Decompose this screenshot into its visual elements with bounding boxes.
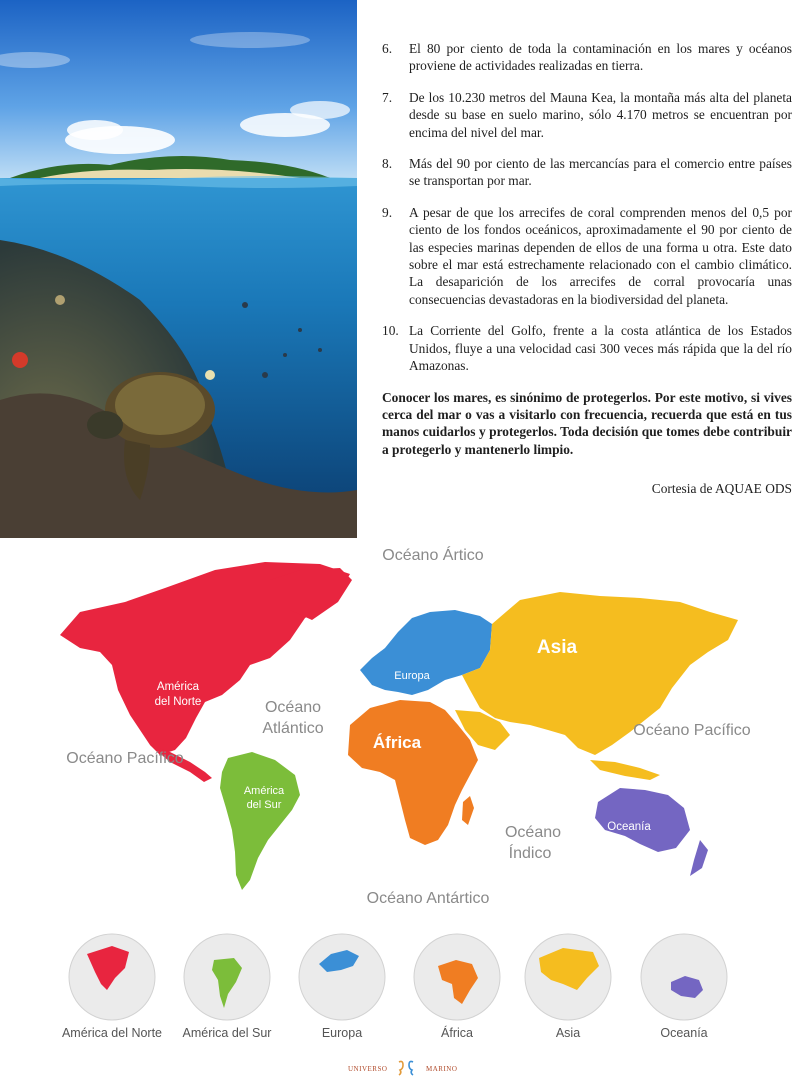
fact-text: De los 10.230 metros del Mauna Kea, la montaña más alta del planeta desde su base en suelo marino, sólo 4.170 metros se encuentran por encima del nivel del mar.	[409, 89, 792, 140]
globe-item	[57, 932, 167, 1040]
globe-item	[513, 932, 623, 1040]
ocean-label-atlantico-2: Atlántico	[262, 720, 324, 737]
continent-label-america-sur-1: América	[243, 785, 285, 797]
fact-text: La Corriente del Golfo, frente a la costa atlántica de los Estados Unidos, fluye a una velocidad casi 300 veces más rápida que la del río Amazonas.	[409, 323, 792, 374]
fact-text: A pesar de que los arrecifes de coral comprenden menos del 0,5 por ciento de los fondos oceánicos, aproximadamente el 90 por ciento de las especies marinas dependen de ellos de una forma u otra. Este dato sobre el mar está estrechamente relacionado con el cambio climático. La desaparición de los arrecifes de corral provocaría unas consecuencias devastadoras en la biodiversidad del planeta.	[409, 204, 792, 307]
madagascar-shape	[462, 796, 474, 825]
footer-logo	[340, 1060, 480, 1076]
fact-number: 8.	[382, 156, 393, 172]
continent-label-oceania: Oceanía	[607, 821, 651, 833]
globe-item	[287, 932, 397, 1040]
island-turtle-photo	[0, 0, 357, 538]
continent-label-europa: Europa	[394, 670, 430, 682]
fact-text: Más del 90 por ciento de las mercancías para el comercio entre países se transportan por mar.	[409, 156, 792, 189]
fact-number: 10.	[382, 323, 399, 339]
fact-number: 6.	[382, 41, 393, 56]
globe-row	[0, 932, 812, 1062]
fact-number: 9.	[382, 204, 393, 220]
continent-label-africa: África	[372, 733, 422, 752]
continent-label-america-norte-1: América	[156, 681, 200, 693]
fact-item	[382, 322, 792, 374]
ocean-label-atlantico-1: Océano	[264, 699, 322, 716]
ocean-label-artico: Océano Ártico	[382, 547, 484, 564]
fact-item	[382, 204, 792, 308]
globe-label: Europa	[321, 1026, 363, 1040]
continent-label-asia: Asia	[536, 637, 578, 658]
globe-south-america-icon	[182, 932, 272, 1022]
oceania-shape	[595, 788, 690, 852]
fact-text: El 80 por ciento de toda la contaminación en los mares y océanos proviene de actividades realizadas en tierra.	[409, 41, 792, 74]
globe-label: Asia	[555, 1026, 581, 1040]
globe-europe-icon	[297, 932, 387, 1022]
south-america-shape	[220, 752, 300, 890]
southeast-asia-islands-shape	[590, 760, 660, 780]
credit-line: Cortesia de AQUAE ODS	[651, 481, 792, 497]
globe-label: América del Sur	[182, 1026, 272, 1040]
globe-label: América del Norte	[61, 1026, 163, 1040]
ocean-label-pacifico-oeste: Océano Pacífico	[66, 750, 184, 767]
new-zealand-shape	[690, 840, 708, 876]
footer-logo-right-text: MARINO	[426, 1065, 458, 1073]
ocean-label-antartico: Océano Antártico	[366, 890, 490, 907]
globe-item	[629, 932, 739, 1040]
continent-label-america-sur-2: del Sur	[246, 799, 282, 811]
africa-shape	[348, 700, 478, 845]
globe-item	[402, 932, 512, 1040]
globe-africa-icon	[412, 932, 502, 1022]
ocean-label-indico-1: Océano	[504, 824, 562, 841]
globe-north-america-icon	[67, 932, 157, 1022]
fact-item	[382, 89, 792, 141]
fact-item	[382, 155, 792, 190]
facts-column	[382, 40, 792, 498]
ocean-label-pacifico-este: Océano Pacífico	[633, 722, 751, 739]
world-map	[0, 540, 812, 920]
fact-number: 7.	[382, 89, 393, 105]
fact-item	[382, 40, 792, 75]
continent-label-america-norte-2: del Norte	[154, 696, 202, 708]
closing-paragraph: Conocer los mares, es sinónimo de protegerlos. Por este motivo, si vives cerca del mar o vas a visitarlo con frecuencia, recuerda que está en tus manos cuidarlos y protegerlos. Toda decisión que tomes debe contribuir a protegerlo y mantenerlo limpio.	[382, 389, 792, 457]
ocean-label-indico-2: Índico	[508, 845, 552, 862]
footer-logo-left-text: UNIVERSO	[348, 1065, 388, 1073]
globe-label: Oceanía	[660, 1026, 708, 1040]
globe-label: África	[441, 1026, 473, 1040]
globe-asia-icon	[523, 932, 613, 1022]
globe-item	[172, 932, 282, 1040]
globe-oceania-icon	[639, 932, 729, 1022]
seahorse-logo-icon	[395, 1060, 417, 1076]
